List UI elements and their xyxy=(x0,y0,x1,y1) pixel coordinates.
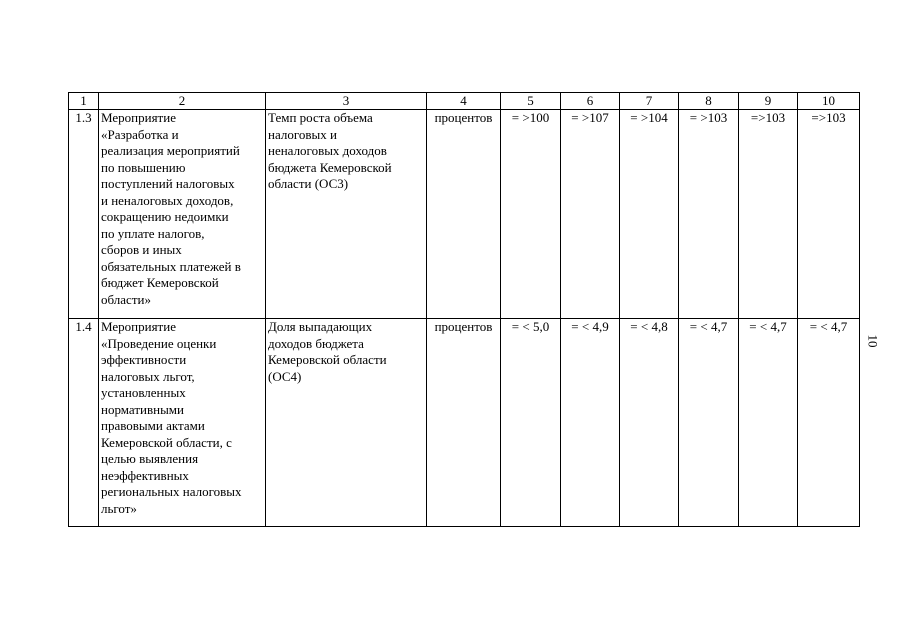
text-line: региональных налоговых xyxy=(101,484,242,499)
text-line: доходов бюджета xyxy=(268,335,364,351)
text-line: налоговых и xyxy=(268,126,337,142)
header-cell: 2 xyxy=(99,93,266,110)
measure-cell xyxy=(99,110,266,319)
text-line: области (ОС3) xyxy=(268,176,349,191)
text-line: бюджета Кемеровской xyxy=(268,159,392,175)
value-cell: = < 4,8 xyxy=(620,319,679,527)
text-line: Доля выпадающих xyxy=(268,319,373,334)
text-line: целью выявления xyxy=(101,451,199,466)
row-number: 1.4 xyxy=(69,319,99,527)
text-line: по повышению xyxy=(101,159,186,175)
text-line: Кемеровской области xyxy=(268,352,387,367)
text-line: неналоговых доходов xyxy=(268,143,387,158)
text-line: налоговых льгот, xyxy=(101,368,195,384)
header-cell: 4 xyxy=(427,93,501,110)
indicator-cell xyxy=(266,110,427,319)
value-cell: =>103 xyxy=(798,110,860,319)
header-cell: 7 xyxy=(620,93,679,110)
value-cell: = >103 xyxy=(679,110,739,319)
text-line: установленных xyxy=(101,385,186,400)
text-line: Мероприятие xyxy=(101,110,176,125)
value-cell: = >107 xyxy=(561,110,620,319)
text-line: области» xyxy=(101,291,151,307)
text-line: обязательных платежей в xyxy=(101,258,241,274)
table-header-row xyxy=(69,93,860,110)
text-line: реализация мероприятий xyxy=(101,143,240,158)
header-cell: 1 xyxy=(69,93,99,110)
value-cell: = >104 xyxy=(620,110,679,319)
text-line: (ОС4) xyxy=(268,368,302,384)
header-cell: 5 xyxy=(501,93,561,110)
unit-cell: процентов xyxy=(427,319,501,527)
text-line: правовыми актами xyxy=(101,418,205,433)
table-row xyxy=(69,319,860,527)
header-cell: 6 xyxy=(561,93,620,110)
text-line: и неналоговых доходов, xyxy=(101,192,234,208)
indicator-cell xyxy=(266,319,427,527)
text-line: Мероприятие xyxy=(101,319,176,334)
header-cell: 10 xyxy=(798,93,860,110)
text-line: сокращению недоимки xyxy=(101,209,229,224)
text-line: нормативными xyxy=(101,401,184,417)
text-line: льгот» xyxy=(101,500,137,516)
measure-cell xyxy=(99,319,266,527)
row-number: 1.3 xyxy=(69,110,99,319)
text-line: эффективности xyxy=(101,352,187,367)
text-line: бюджет Кемеровской xyxy=(101,275,219,290)
indicators-table xyxy=(68,92,860,527)
text-line: «Проведение оценки xyxy=(101,335,217,351)
value-cell: = < 4,7 xyxy=(739,319,798,527)
table-row xyxy=(69,110,860,319)
header-cell: 8 xyxy=(679,93,739,110)
text-line: сборов и иных xyxy=(101,242,182,257)
value-cell: = < 4,7 xyxy=(798,319,860,527)
text-line: поступлений налоговых xyxy=(101,176,235,191)
text-line: Кемеровской области, с xyxy=(101,434,232,450)
value-cell: = < 4,9 xyxy=(561,319,620,527)
text-line: неэффективных xyxy=(101,467,189,483)
text-line: по уплате налогов, xyxy=(101,225,205,241)
value-cell: = < 4,7 xyxy=(679,319,739,527)
header-cell: 3 xyxy=(266,93,427,110)
text-line: Темп роста объема xyxy=(268,110,373,125)
page-number: 10 xyxy=(865,334,881,348)
text-line: «Разработка и xyxy=(101,126,179,142)
value-cell: = < 5,0 xyxy=(501,319,561,527)
value-cell: =>103 xyxy=(739,110,798,319)
unit-cell: процентов xyxy=(427,110,501,319)
header-cell: 9 xyxy=(739,93,798,110)
value-cell: = >100 xyxy=(501,110,561,319)
